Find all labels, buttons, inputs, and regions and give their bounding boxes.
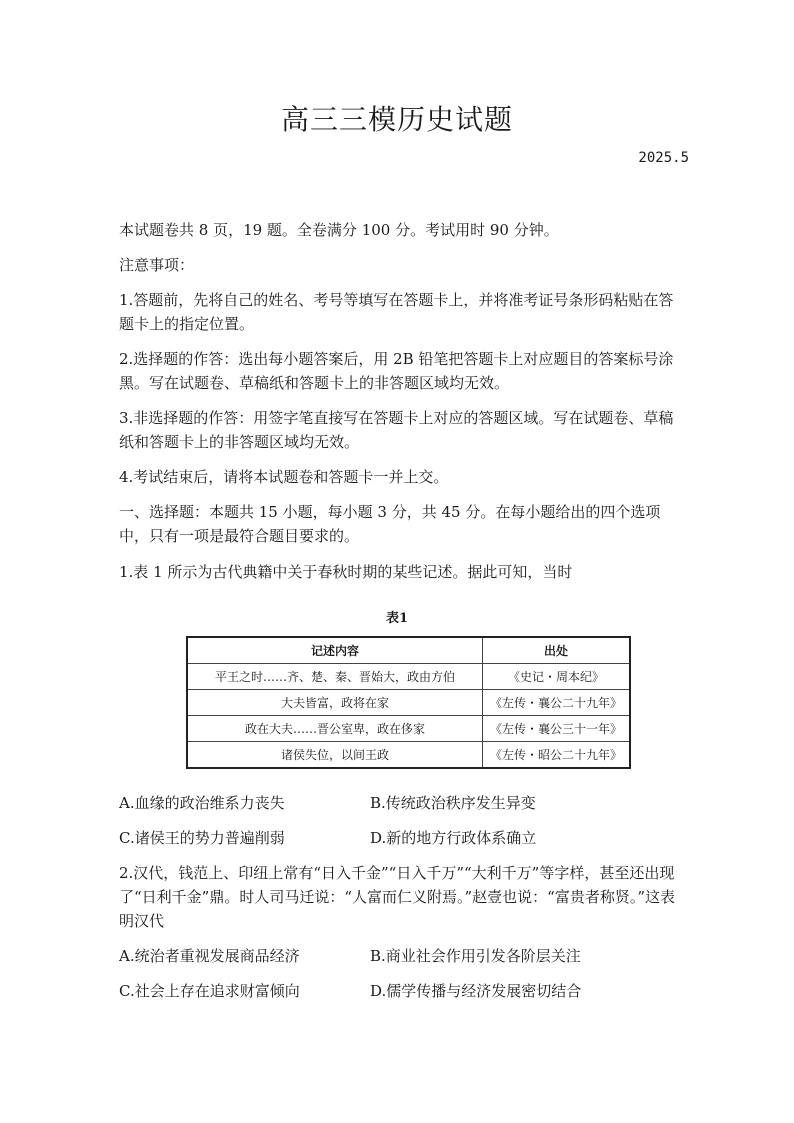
table-header-content: 记述内容 (187, 637, 483, 664)
q1-option-a: A.血缘的政治维系力丧失 (119, 794, 285, 812)
table-cell-source: 《左传・昭公二十九年》 (483, 742, 631, 769)
table-header-row (187, 637, 630, 664)
question-1-stem: 1.表 1 所示为古代典籍中关于春秋时期的某些记述。据此可知，当时 (119, 563, 573, 581)
notice-item: 2.选择题的作答：选出每小题答案后，用 2B 铅笔把答题卡上对应题目的答案标号涂黑。写在试题卷、草稿纸和答题卡上的非答题区域均无效。 (119, 350, 674, 392)
q2-option-b: B.商业社会作用引发各阶层关注 (370, 947, 581, 965)
table-row (187, 716, 630, 742)
table-cell-content: 诸侯失位，以间王政 (187, 742, 483, 769)
table-cell-source: 《左传・襄公二十九年》 (483, 690, 631, 716)
table-cell-source: 《左传・襄公三十一年》 (483, 716, 631, 742)
q1-option-c: C.诸侯王的势力普遍削弱 (119, 829, 285, 847)
page-title: 高三三模历史试题 (280, 103, 513, 136)
notice-item: 1.答题前，先将自己的姓名、考号等填写在答题卡上，并将准考证号条形码粘贴在答题卡上的指定位置。 (119, 291, 674, 333)
q1-option-b: B.传统政治秩序发生异变 (370, 794, 536, 812)
question-2-stem: 2.汉代，钱范上、印纽上常有“日入千金”“日入千万”“大利千万”等字样，甚至还出现了“日利千金”鼎。时人司马迁说：“人富而仁义附焉。”赵壹也说：“富贵者称贤。”这表明汉代 (119, 864, 676, 930)
records-table (186, 636, 631, 769)
table-cell-content: 政在大夫……晋公室卑，政在侈家 (187, 716, 483, 742)
notice-item: 3.非选择题的作答：用签字笔直接写在答题卡上对应的答题区域。写在试题卷、草稿纸和答题卡上的非答题区域均无效。 (119, 409, 674, 451)
notice-heading: 注意事项： (119, 256, 195, 274)
exam-summary: 本试题卷共 8 页，19 题。全卷满分 100 分。考试用时 90 分钟。 (119, 221, 559, 239)
table-row (187, 690, 630, 716)
q2-option-d: D.儒学传播与经济发展密切结合 (370, 982, 582, 1000)
table-row (187, 664, 630, 690)
section-heading: 一、选择题：本题共 15 小题，每小题 3 分，共 45 分。在每小题给出的四个选项中，只有一项是最符合题目要求的。 (119, 503, 661, 545)
table-caption: 表1 (385, 611, 409, 626)
q2-option-c: C.社会上存在追求财富倾向 (119, 982, 300, 1000)
table-header-source: 出处 (483, 637, 631, 664)
notice-item: 4.考试结束后，请将本试题卷和答题卡一并上交。 (119, 468, 449, 486)
q2-option-a: A.统治者重视发展商品经济 (119, 947, 300, 965)
table-row (187, 742, 630, 769)
exam-date: 2025.5 (638, 150, 689, 166)
table-cell-source: 《史记・周本纪》 (483, 664, 631, 690)
table-cell-content: 平王之时……齐、楚、秦、晋始大，政由方伯 (187, 664, 483, 690)
table-cell-content: 大夫皆富，政将在家 (187, 690, 483, 716)
q1-option-d: D.新的地方行政体系确立 (370, 829, 537, 847)
